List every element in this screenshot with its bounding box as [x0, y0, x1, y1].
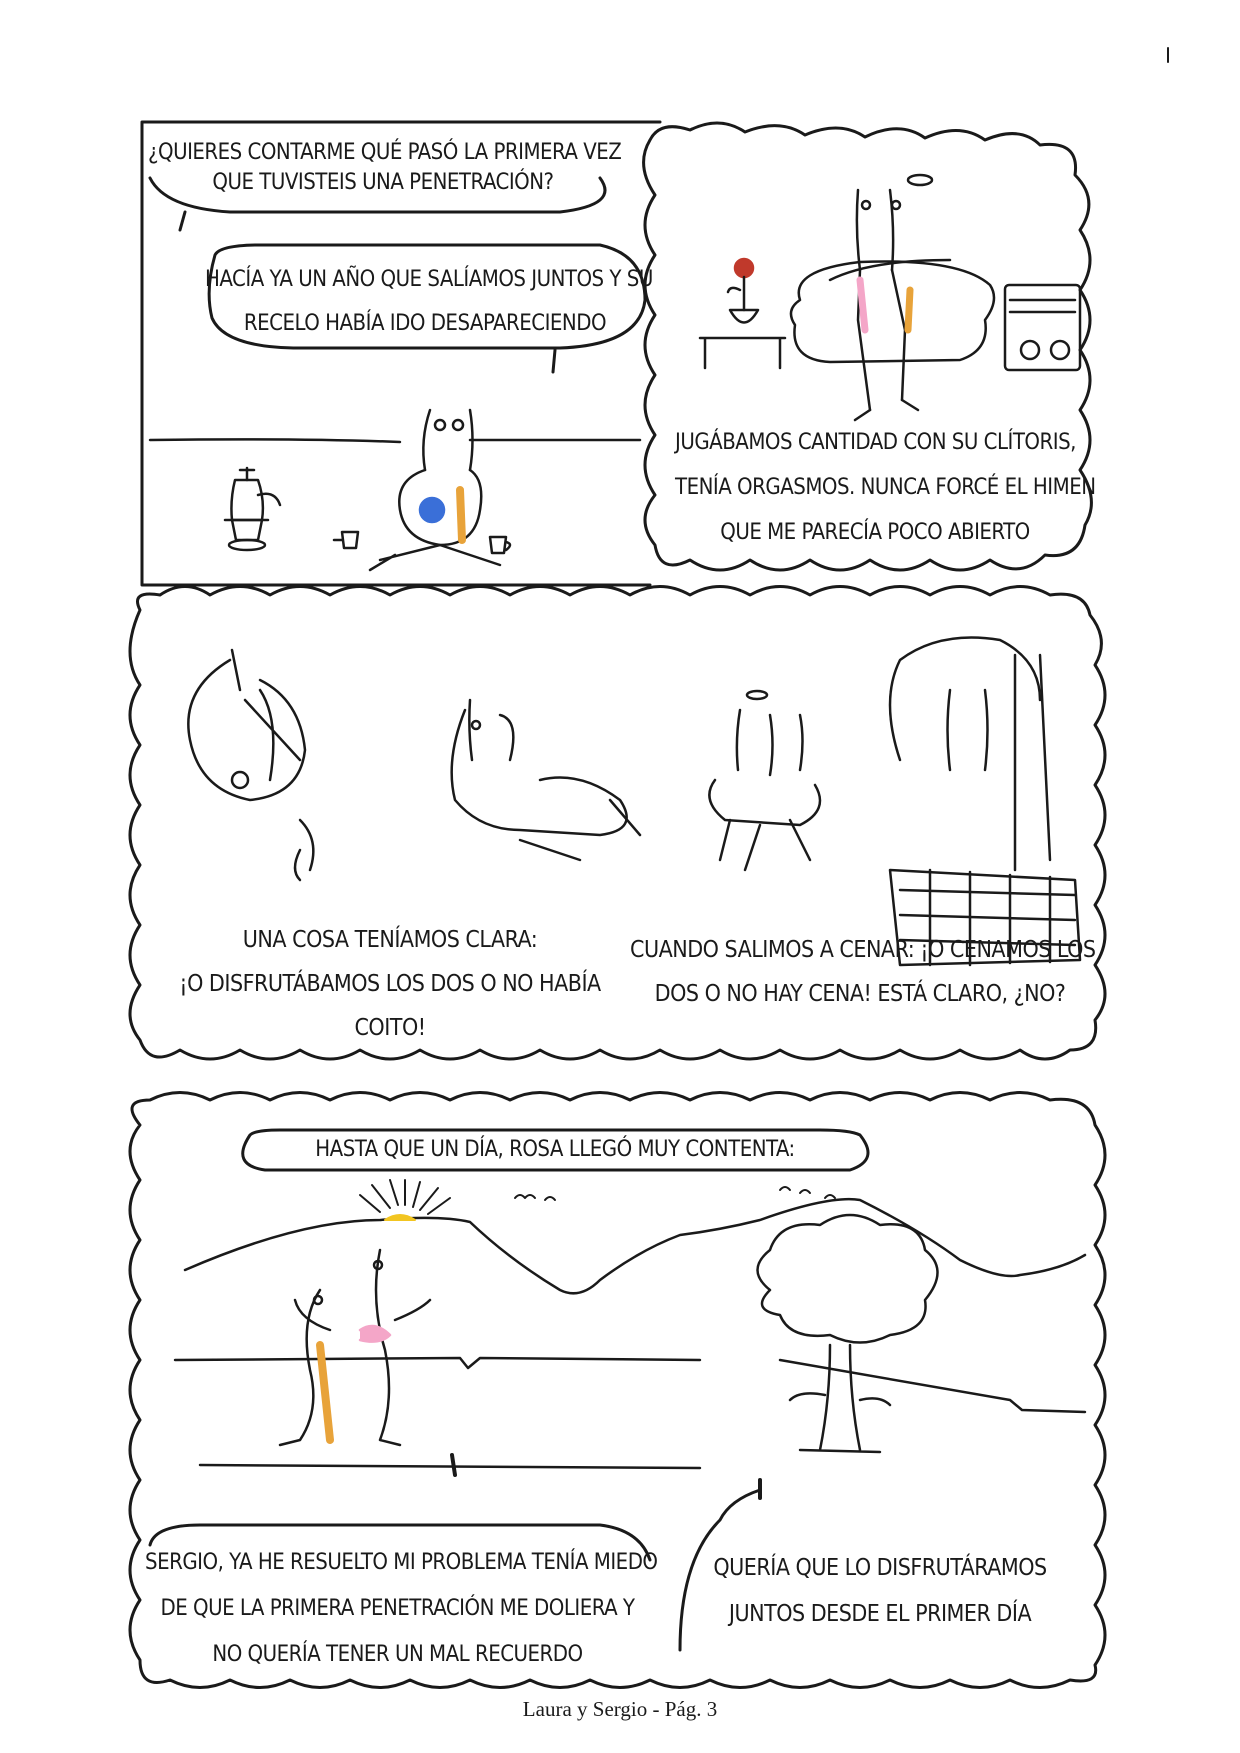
page-footer: Laura y Sergio - Pág. 3 — [522, 1697, 718, 1721]
birds-icon — [515, 1187, 835, 1200]
panel-4-left-line: NO QUERÍA TENER UN MAL RECUERDO — [212, 1642, 583, 1667]
hugging-couple-figure — [709, 691, 820, 870]
panel-1-question-text — [148, 138, 622, 198]
panel-3-left-line: UNA COSA TENÍAMOS CLARA: — [242, 927, 538, 953]
embracing-couple-figure — [280, 1250, 430, 1445]
panel-1-question-line: QUE TUVISTEIS UNA PENETRACIÓN? — [212, 170, 554, 195]
panel-4-left-line: DE QUE LA PRIMERA PENETRACIÓN ME DOLIERA Y — [160, 1596, 635, 1621]
panel-4-right-dialogue — [700, 1545, 1060, 1637]
mountains-landscape — [175, 1199, 1085, 1468]
panel-2-line: QUE ME PARECÍA POCO ABIERTO — [720, 520, 1030, 545]
reclining-couple-figure — [452, 700, 640, 860]
falling-couple-figure — [188, 650, 313, 880]
panel-1-answer-text — [205, 258, 653, 346]
stereo-icon — [1005, 285, 1080, 370]
panel-1-answer-line: RECELO HABÍA IDO DESAPARECIENDO — [243, 311, 607, 336]
panel-4-left-dialogue — [145, 1540, 658, 1678]
panel-4-banner-line: HASTA QUE UN DÍA, ROSA LLEGÓ MUY CONTENTA: — [315, 1137, 795, 1162]
panel-4-right-line: QUERÍA QUE LO DISFRUTÁRAMOS — [713, 1555, 1047, 1581]
panel-3-right-narration — [630, 928, 1096, 1016]
couple-sitting-figure — [370, 410, 500, 570]
panel-3-left-narration — [170, 918, 610, 1050]
balcony-couple-figure — [890, 638, 1080, 966]
panel-1-ground-line — [150, 439, 640, 442]
panel-4-left-line: SERGIO, YA HE RESUELTO MI PROBLEMA TENÍA MIEDO — [145, 1550, 658, 1575]
panel-3-left-line: COITO! — [354, 1015, 426, 1041]
panel-1-question-line: ¿QUIERES CONTARME QUÉ PASÓ LA PRIMERA VEZ — [148, 140, 622, 165]
panel-2-narration — [675, 420, 1096, 555]
panel-1-answer-line: HACÍA YA UN AÑO QUE SALÍAMOS JUNTOS Y SU — [205, 267, 653, 292]
panel-4-right-line: JUNTOS DESDE EL PRIMER DÍA — [728, 1601, 1032, 1627]
panel-2-line: TENÍA ORGASMOS. NUNCA FORCÉ EL HIMEN — [675, 475, 1096, 500]
coffee-pot-icon — [225, 468, 280, 550]
standing-couple-figure — [830, 175, 950, 420]
panel-2-line: JUGÁBAMOS CANTIDAD CON SU CLÍTORIS, — [675, 430, 1076, 455]
panel-3-right-line: CUANDO SALIMOS A CENAR: ¡O CENAMOS LOS — [630, 937, 1096, 963]
flower-table-icon — [700, 259, 785, 368]
tree-icon — [758, 1215, 938, 1452]
panel-3-right-line: DOS O NO HAY CENA! ESTÁ CLARO, ¿NO? — [654, 981, 1066, 1007]
panel-3-left-line: ¡O DISFRUTÁBAMOS LOS DOS O NO HABÍA — [179, 971, 601, 997]
sun-icon — [360, 1180, 450, 1220]
panel-4-banner-text — [250, 1133, 860, 1167]
